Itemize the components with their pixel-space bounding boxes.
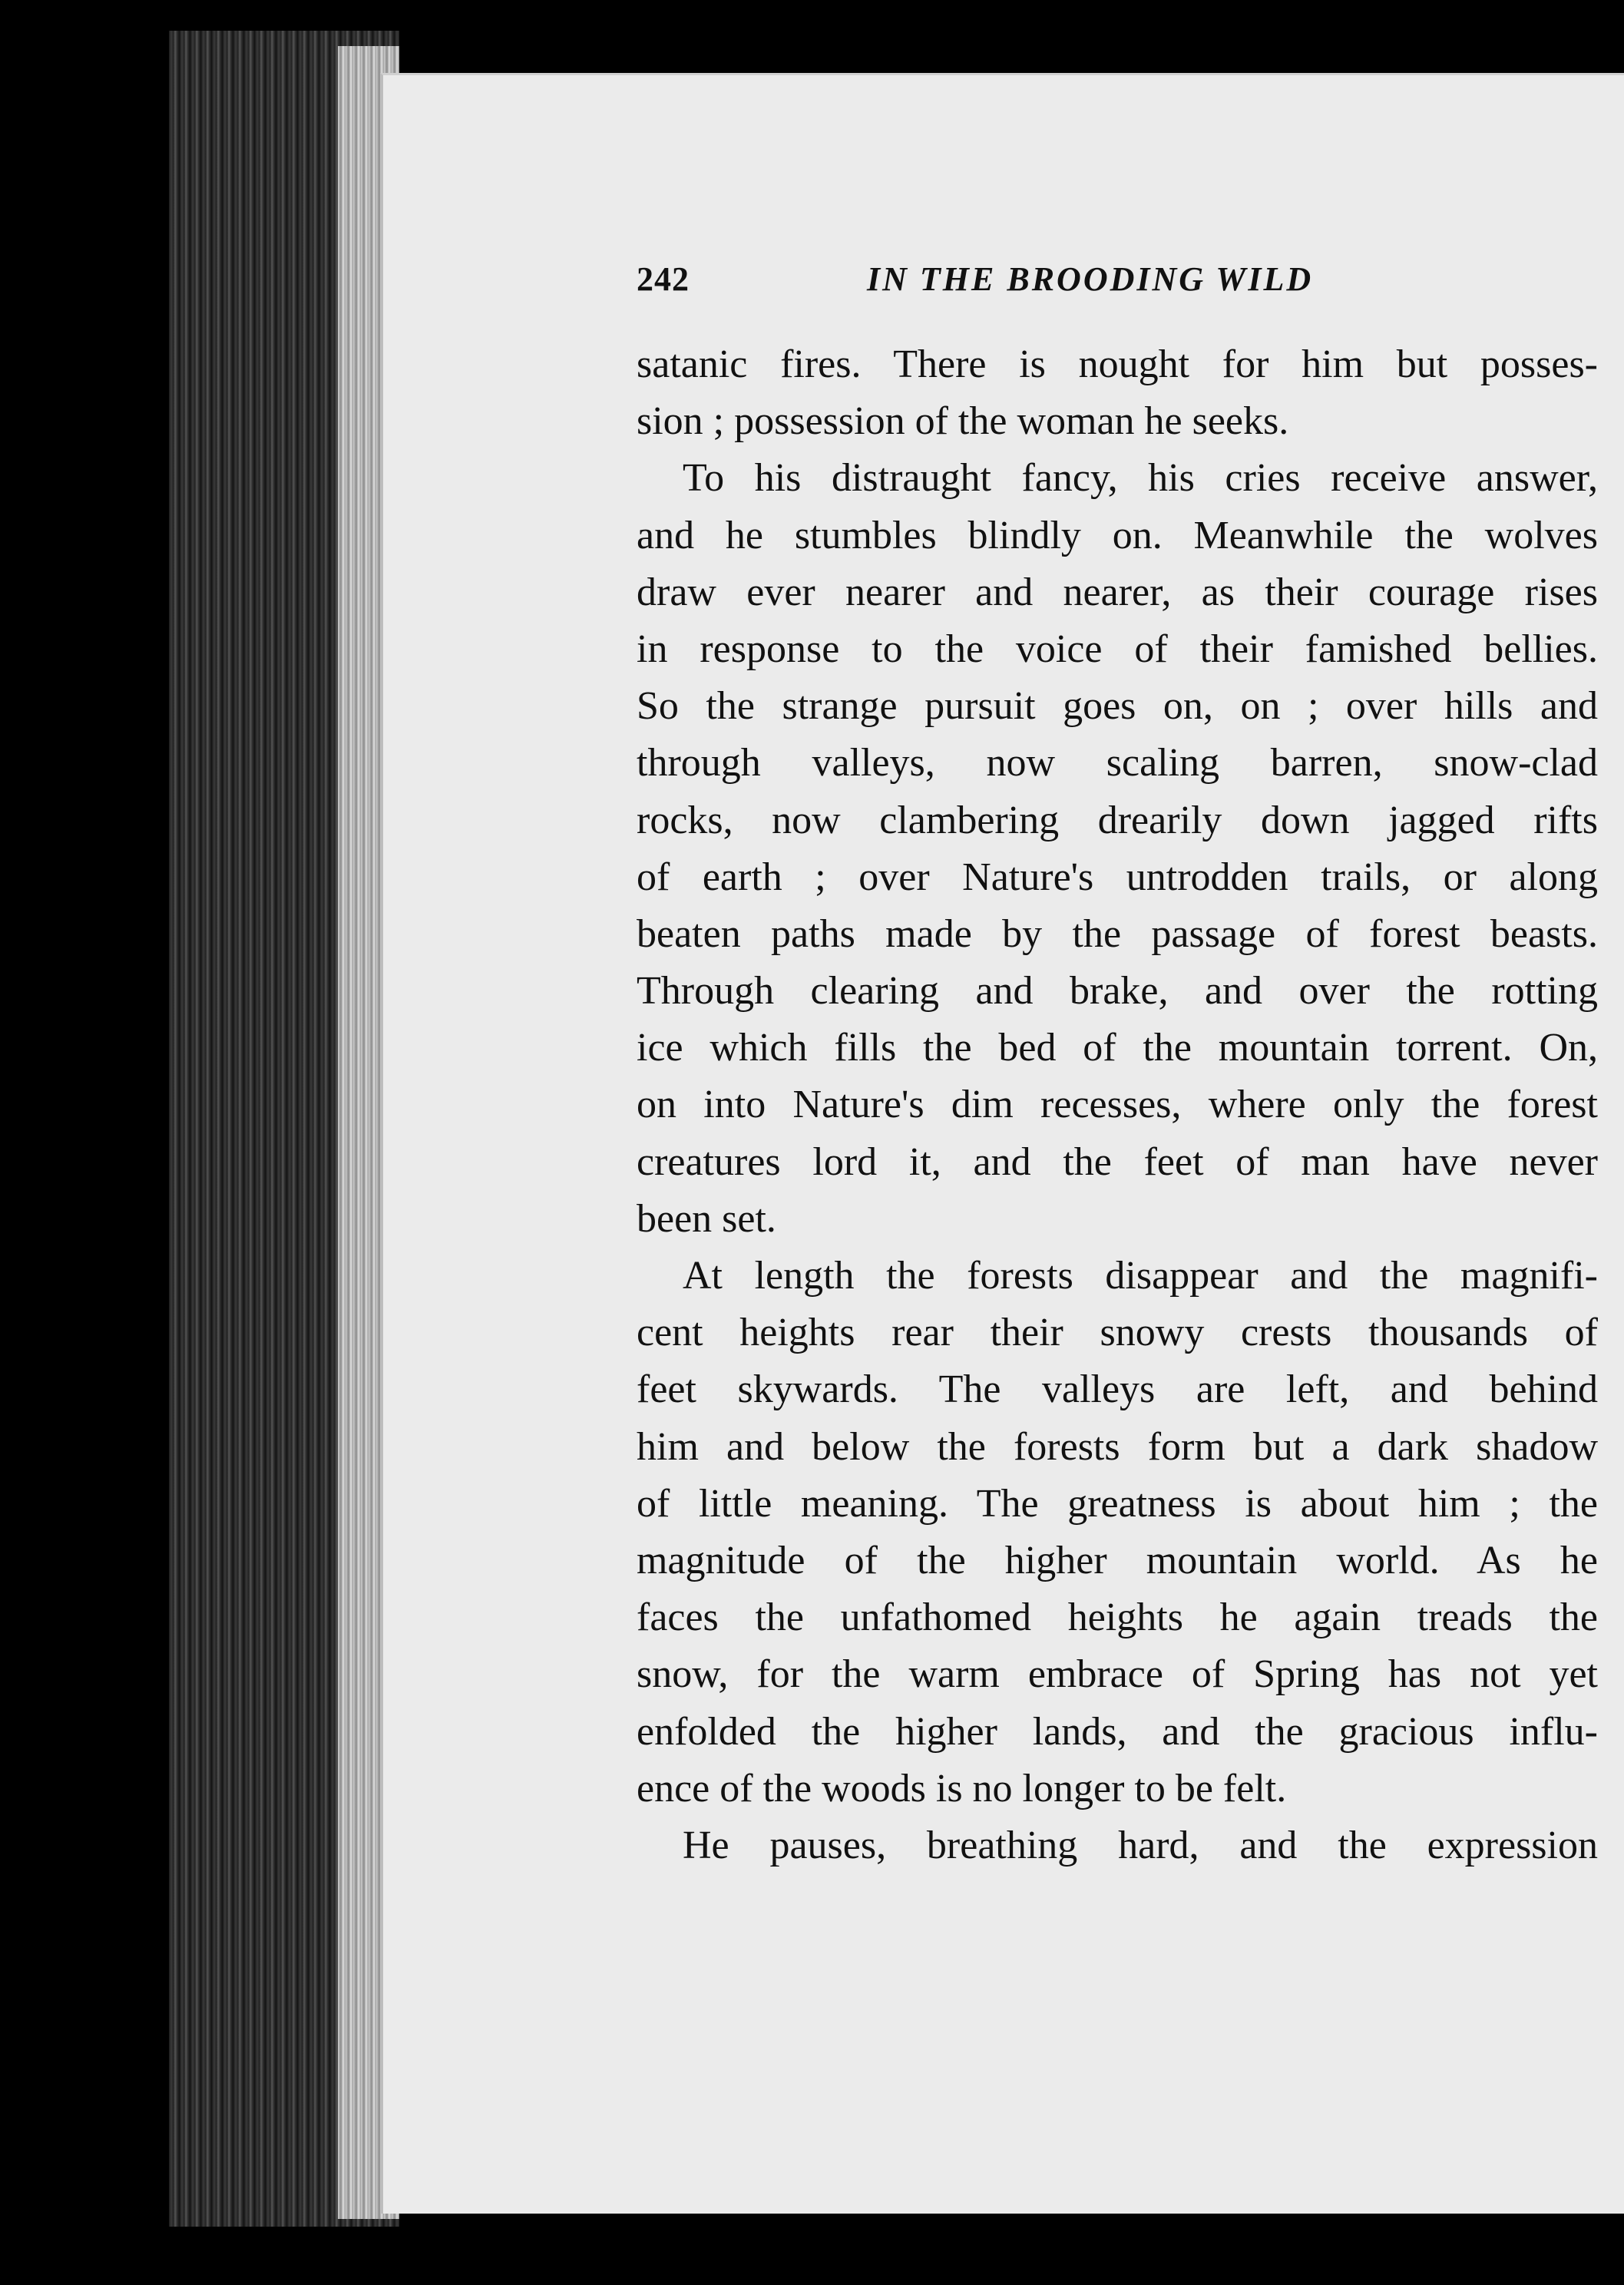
text-line: cent heights rear their snowy crests thousands of <box>637 1311 1598 1355</box>
running-title: IN THE BROODING WILD <box>867 260 1314 298</box>
text-line: been set. <box>637 1196 776 1241</box>
page-header <box>637 260 1596 306</box>
text-line: him and below the forests form but a dark shadow <box>637 1424 1598 1469</box>
text-line: in response to the voice of their famished bellies. <box>637 627 1598 671</box>
page-edges <box>169 31 399 2227</box>
text-line: So the strange pursuit goes on, on ; over hills and <box>637 684 1598 729</box>
text-line: At length the forests disappear and the magnifi- <box>683 1254 1598 1298</box>
text-line: snow, for the warm embrace of Spring has not yet <box>637 1652 1598 1697</box>
text-line: satanic fires. There is nought for him but posses- <box>637 342 1598 386</box>
text-line: on into Nature's dim recesses, where only the forest <box>637 1083 1598 1127</box>
body-text <box>637 336 1598 1874</box>
text-line: faces the unfathomed heights he again treads the <box>637 1596 1598 1640</box>
text-line: magnitude of the higher mountain world. As he <box>637 1538 1598 1582</box>
text-line: To his distraught fancy, his cries receive answer, <box>683 456 1598 501</box>
book-page <box>380 73 1624 2214</box>
text-line: He pauses, breathing hard, and the expression <box>683 1823 1598 1867</box>
text-line: Through clearing and brake, and over the rotting <box>637 969 1598 1014</box>
text-line: and he stumbles blindly on. Meanwhile the wolves <box>637 513 1598 557</box>
text-line: enfolded the higher lands, and the gracious influ- <box>637 1709 1598 1754</box>
text-line: rocks, now clambering drearily down jagged rifts <box>637 798 1598 842</box>
text-line: feet skywards. The valleys are left, and behind <box>637 1367 1598 1412</box>
text-line: sion ; possession of the woman he seeks. <box>637 399 1289 444</box>
text-line: beaten paths made by the passage of forest beasts. <box>637 911 1598 956</box>
text-line: ence of the woods is no longer to be felt. <box>637 1766 1287 1810</box>
text-line: through valleys, now scaling barren, snow-clad <box>637 741 1598 785</box>
text-line: of little meaning. The greatness is about him ; the <box>637 1481 1598 1526</box>
text-line: creatures lord it, and the feet of man have never <box>637 1139 1598 1184</box>
text-line: of earth ; over Nature's untrodden trails, or along <box>637 855 1598 899</box>
text-line: draw ever nearer and nearer, as their courage rises <box>637 570 1598 614</box>
page-number: 242 <box>637 260 690 298</box>
text-line: ice which fills the bed of the mountain torrent. On, <box>637 1026 1598 1070</box>
